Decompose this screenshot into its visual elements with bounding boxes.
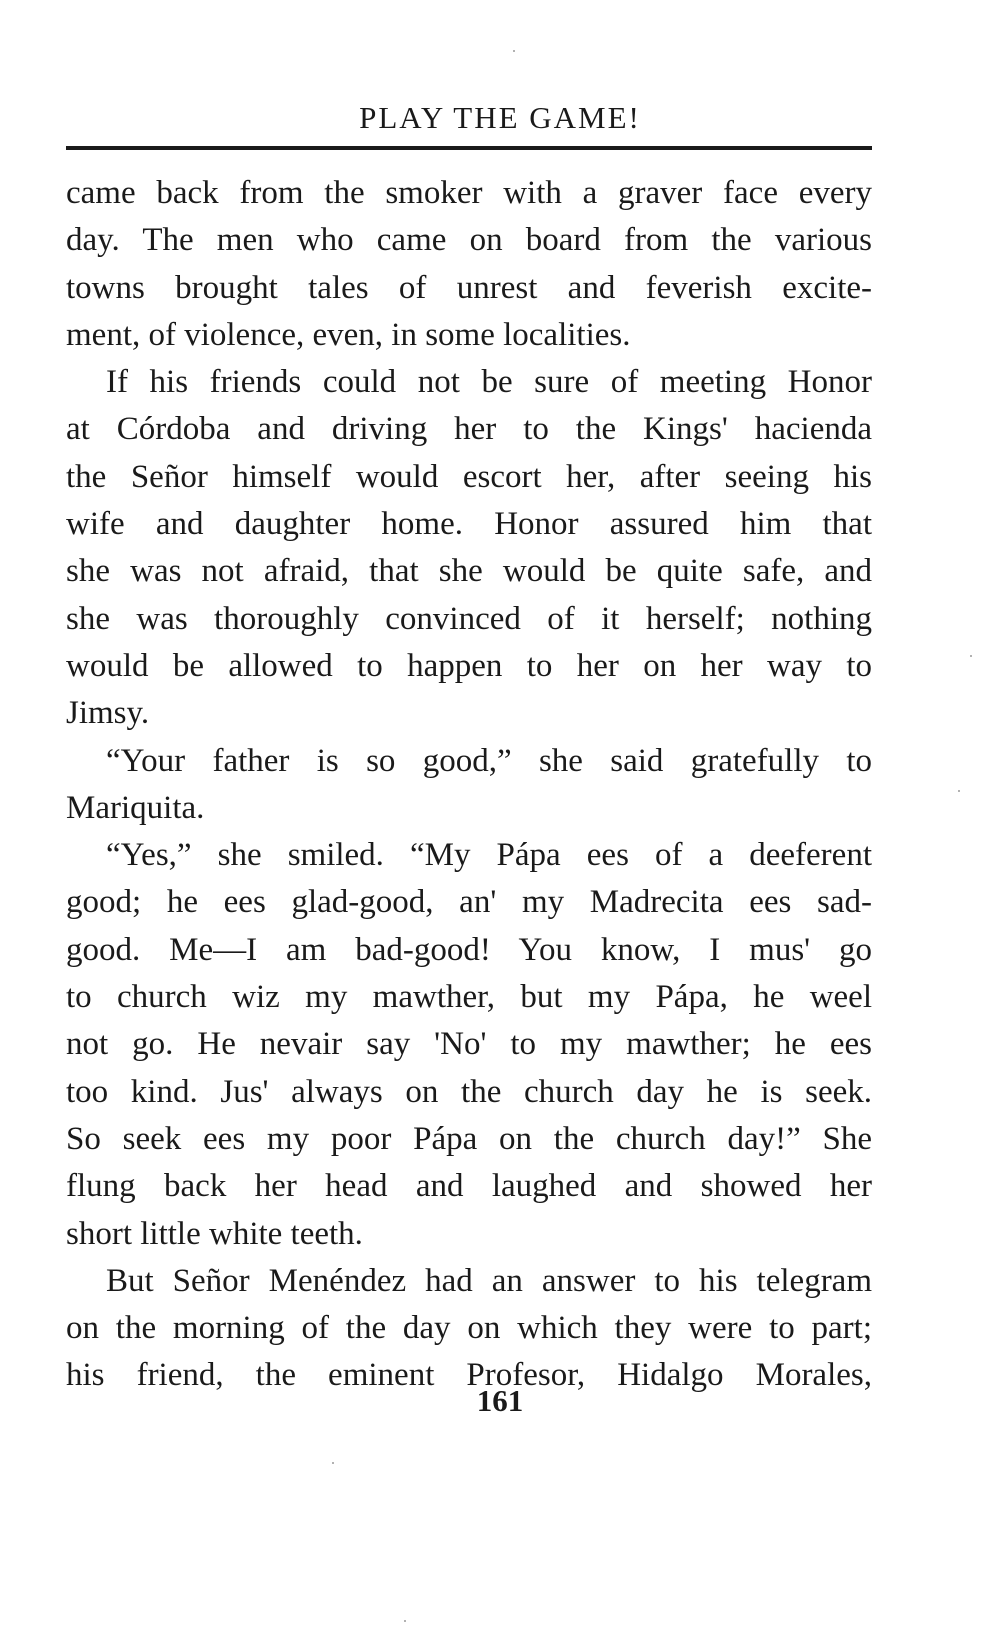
text-line: So seek ees my poor Pápa on the church day!” She (66, 1120, 872, 1157)
paper-speck (970, 655, 972, 657)
text-line: short little white teeth. (66, 1215, 363, 1252)
text-line: she was thoroughly convinced of it herself; nothing (66, 600, 872, 637)
text-line: at Córdoba and driving her to the Kings' hacienda (66, 411, 872, 448)
paper-speck (332, 1462, 334, 1464)
text-line: wife and daughter home. Honor assured him that (66, 506, 872, 543)
text-line: too kind. Jus' always on the church day he is seek. (66, 1073, 872, 1110)
paper-speck (958, 790, 960, 792)
text-line: would be allowed to happen to her on her way to (66, 647, 872, 684)
text-line: she was not afraid, that she would be quite safe, and (66, 553, 872, 590)
running-head: PLAY THE GAME! (359, 100, 641, 135)
text-line: ment, of violence, even, in some localities. (66, 316, 631, 353)
text-line: came back from the smoker with a graver face every (66, 175, 872, 211)
text-line: But Señor Menéndez had an answer to his telegram (106, 1262, 872, 1299)
paper-speck (513, 50, 515, 52)
text-line: to church wiz my mawther, but my Pápa, he weel (66, 979, 872, 1016)
page-number: 161 (476, 1383, 524, 1418)
header-rule (66, 146, 872, 150)
text-line: “Yes,” she smiled. “My Pápa ees of a deeferent (106, 837, 872, 874)
text-line: on the morning of the day on which they were to part; (66, 1310, 872, 1347)
text-line: Mariquita. (66, 789, 205, 826)
text-line: towns brought tales of unrest and feverish excite- (66, 269, 872, 306)
text-line: his friend, the eminent Profesor, Hidalgo Morales, (66, 1357, 872, 1394)
body-text (66, 170, 872, 1400)
text-line: flung back her head and laughed and showed her (66, 1168, 872, 1205)
text-line: If his friends could not be sure of meeting Honor (106, 364, 872, 401)
text-line: good; he ees glad-good, an' my Madrecita ees sad- (66, 884, 872, 921)
text-line: good. Me—I am bad-good! You know, I mus' go (66, 931, 872, 968)
text-line: “Your father is so good,” she said gratefully to (106, 742, 872, 779)
paper-speck (404, 1620, 406, 1622)
text-line: day. The men who came on board from the various (66, 222, 872, 259)
text-line: not go. He nevair say 'No' to my mawther; he ees (66, 1026, 872, 1063)
text-line: Jimsy. (66, 695, 150, 732)
text-line: the Señor himself would escort her, after seeing his (66, 458, 872, 495)
